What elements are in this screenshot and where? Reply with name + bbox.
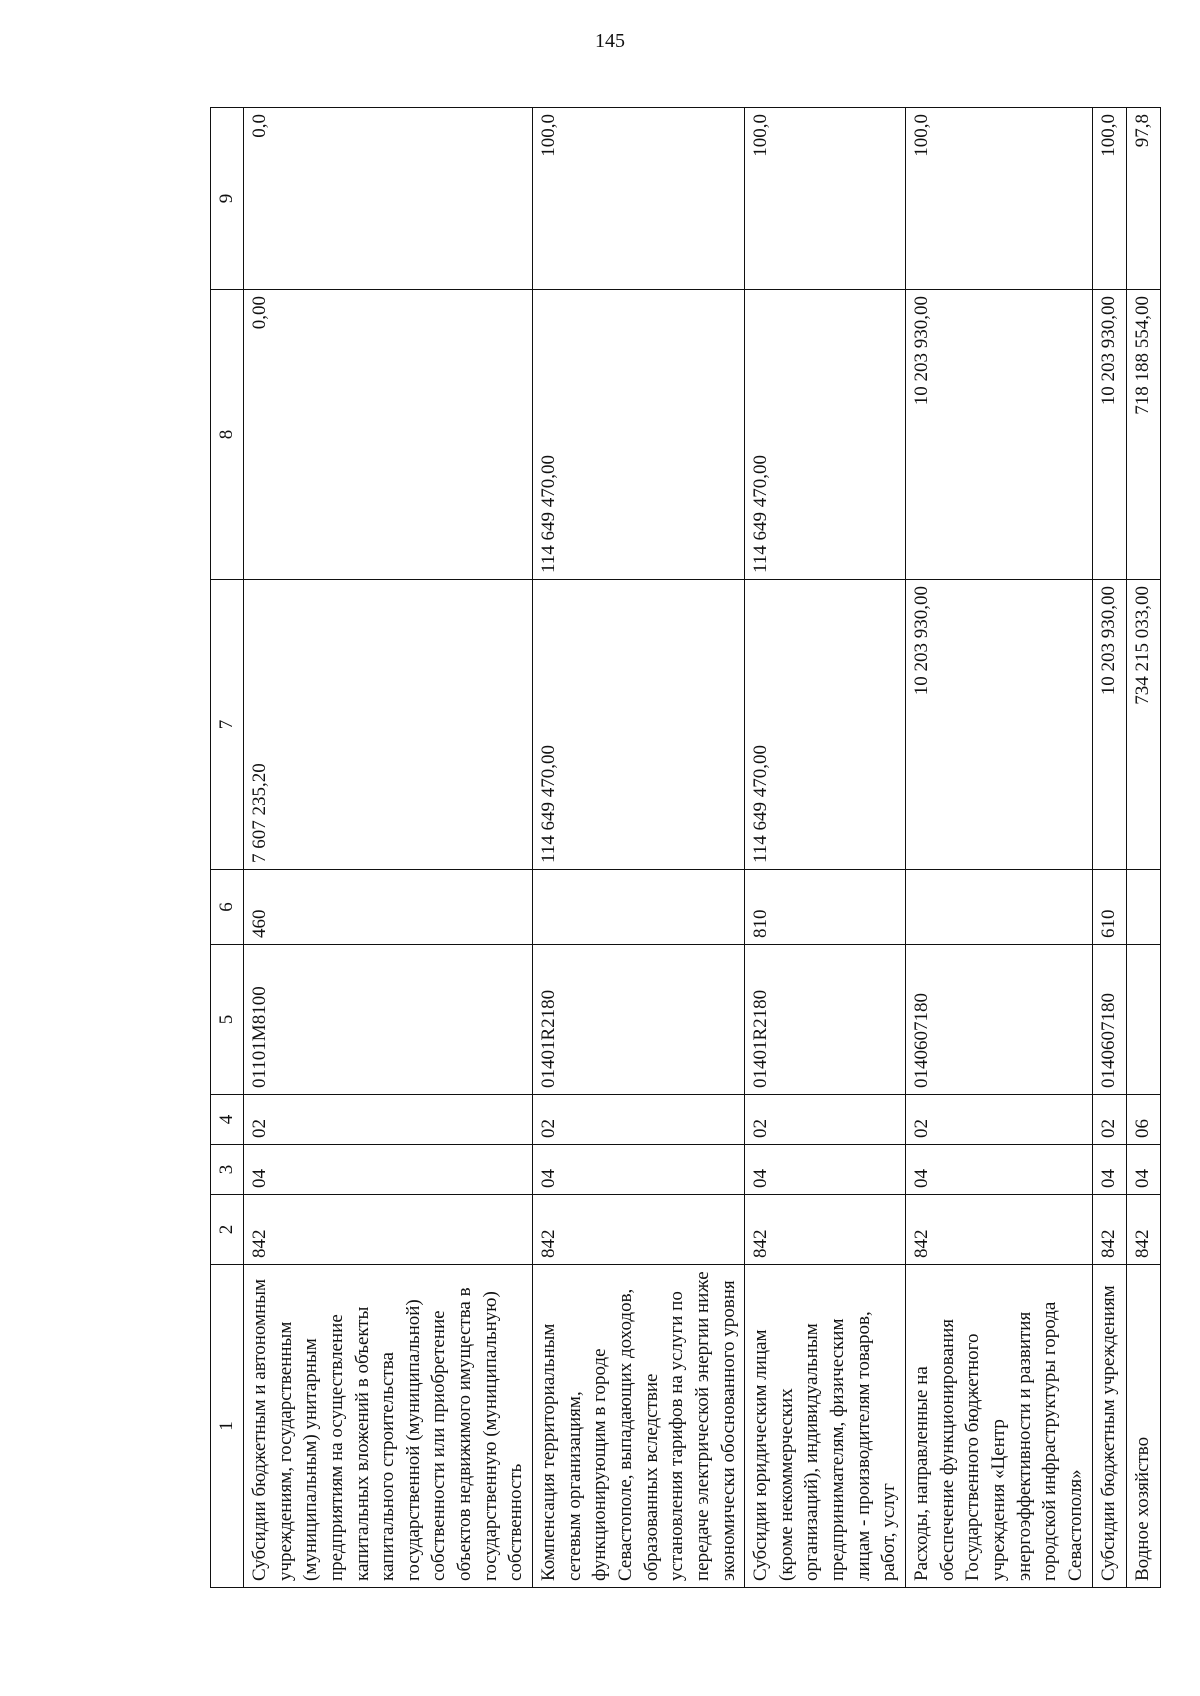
cell-admin-code: 842 [1126,1195,1160,1265]
cell-planned: 7 607 235,20 [244,580,533,870]
cell-subsection: 02 [745,1095,906,1145]
cell-target-article: 01101M8100 [244,945,533,1095]
cell-section: 04 [906,1145,1092,1195]
cell-percent: 100,0 [533,108,745,290]
header-row [211,108,244,1588]
cell-subsection: 02 [1092,1095,1126,1145]
cell-expense-type: 460 [244,870,533,945]
cell-target-article: 01401R2180 [745,945,906,1095]
cell-planned: 10 203 930,00 [1092,580,1126,870]
cell-admin-code: 842 [745,1195,906,1265]
cell-percent: 100,0 [1092,108,1126,290]
table-row [745,108,906,1588]
page-number: 145 [595,30,625,52]
cell-percent: 100,0 [906,108,1092,290]
cell-expense-type: 610 [1092,870,1126,945]
row-name: Субсидии бюджетным учреждениям [1092,1265,1126,1588]
col-header-6: 6 [211,870,244,945]
cell-executed: 0,00 [244,290,533,580]
cell-subsection: 02 [533,1095,745,1145]
cell-percent: 0,0 [244,108,533,290]
cell-percent: 100,0 [745,108,906,290]
col-header-7: 7 [211,580,244,870]
cell-target-article: 0140607180 [1092,945,1126,1095]
cell-expense-type: 810 [745,870,906,945]
cell-expense-type [1126,870,1160,945]
cell-executed: 114 649 470,00 [745,290,906,580]
cell-target-article: 01401R2180 [533,945,745,1095]
cell-subsection: 02 [244,1095,533,1145]
cell-planned: 114 649 470,00 [745,580,906,870]
table-row [1126,108,1160,1588]
cell-planned: 734 215 033,00 [1126,580,1160,870]
col-header-4: 4 [211,1095,244,1145]
cell-executed: 10 203 930,00 [1092,290,1126,580]
col-header-1: 1 [211,1265,244,1588]
cell-planned: 10 203 930,00 [906,580,1092,870]
cell-section: 04 [533,1145,745,1195]
cell-target-article [1126,945,1160,1095]
table-row [1092,108,1126,1588]
cell-executed: 114 649 470,00 [533,290,745,580]
col-header-9: 9 [211,108,244,290]
table-row [533,108,745,1588]
table-row [906,108,1092,1588]
col-header-5: 5 [211,945,244,1095]
col-header-8: 8 [211,290,244,580]
cell-expense-type [906,870,1092,945]
row-name: Расходы, направленные на обеспечение функционирования Государственного бюджетного учреждения «Центр энергоэффективности и развития городской инфраструктуры города Севастополя» [906,1265,1092,1588]
cell-subsection: 02 [906,1095,1092,1145]
cell-target-article: 0140607180 [906,945,1092,1095]
cell-planned: 114 649 470,00 [533,580,745,870]
cell-section: 04 [745,1145,906,1195]
row-name: Субсидии юридическим лицам (кроме некоммерческих организаций), индивидуальным предпринимателям, физическим лицам - производителям товаров, работ, услуг [745,1265,906,1588]
cell-subsection: 06 [1126,1095,1160,1145]
row-name: Водное хозяйство [1126,1265,1160,1588]
rotated-table-wrapper [210,108,1153,1588]
col-header-2: 2 [211,1195,244,1265]
row-name: Субсидии бюджетным и автономным учреждениям, государственным (муниципальным) унитарным предприятиям на осуществление капитальных вложений в объекты капитального строительства государственной (муниципальной) собственности или приобретение объектов недвижимого имущества в государственную (муниципальную) собственность [244,1265,533,1588]
table-row [244,108,533,1588]
cell-section: 04 [1126,1145,1160,1195]
col-header-3: 3 [211,1145,244,1195]
cell-executed: 718 188 554,00 [1126,290,1160,580]
cell-admin-code: 842 [533,1195,745,1265]
cell-section: 04 [1092,1145,1126,1195]
cell-expense-type [533,870,745,945]
cell-admin-code: 842 [1092,1195,1126,1265]
row-name: Компенсация территориальным сетевым организациям, функционирующим в городе Севастополе, выпадающих доходов, образованных вследствие установления тарифов на услуги по передаче электрической энергии ниже экономически обоснованного уровня [533,1265,745,1588]
cell-admin-code: 842 [906,1195,1092,1265]
cell-percent: 97,8 [1126,108,1160,290]
cell-executed: 10 203 930,00 [906,290,1092,580]
cell-section: 04 [244,1145,533,1195]
cell-admin-code: 842 [244,1195,533,1265]
budget-table [210,107,1161,1588]
